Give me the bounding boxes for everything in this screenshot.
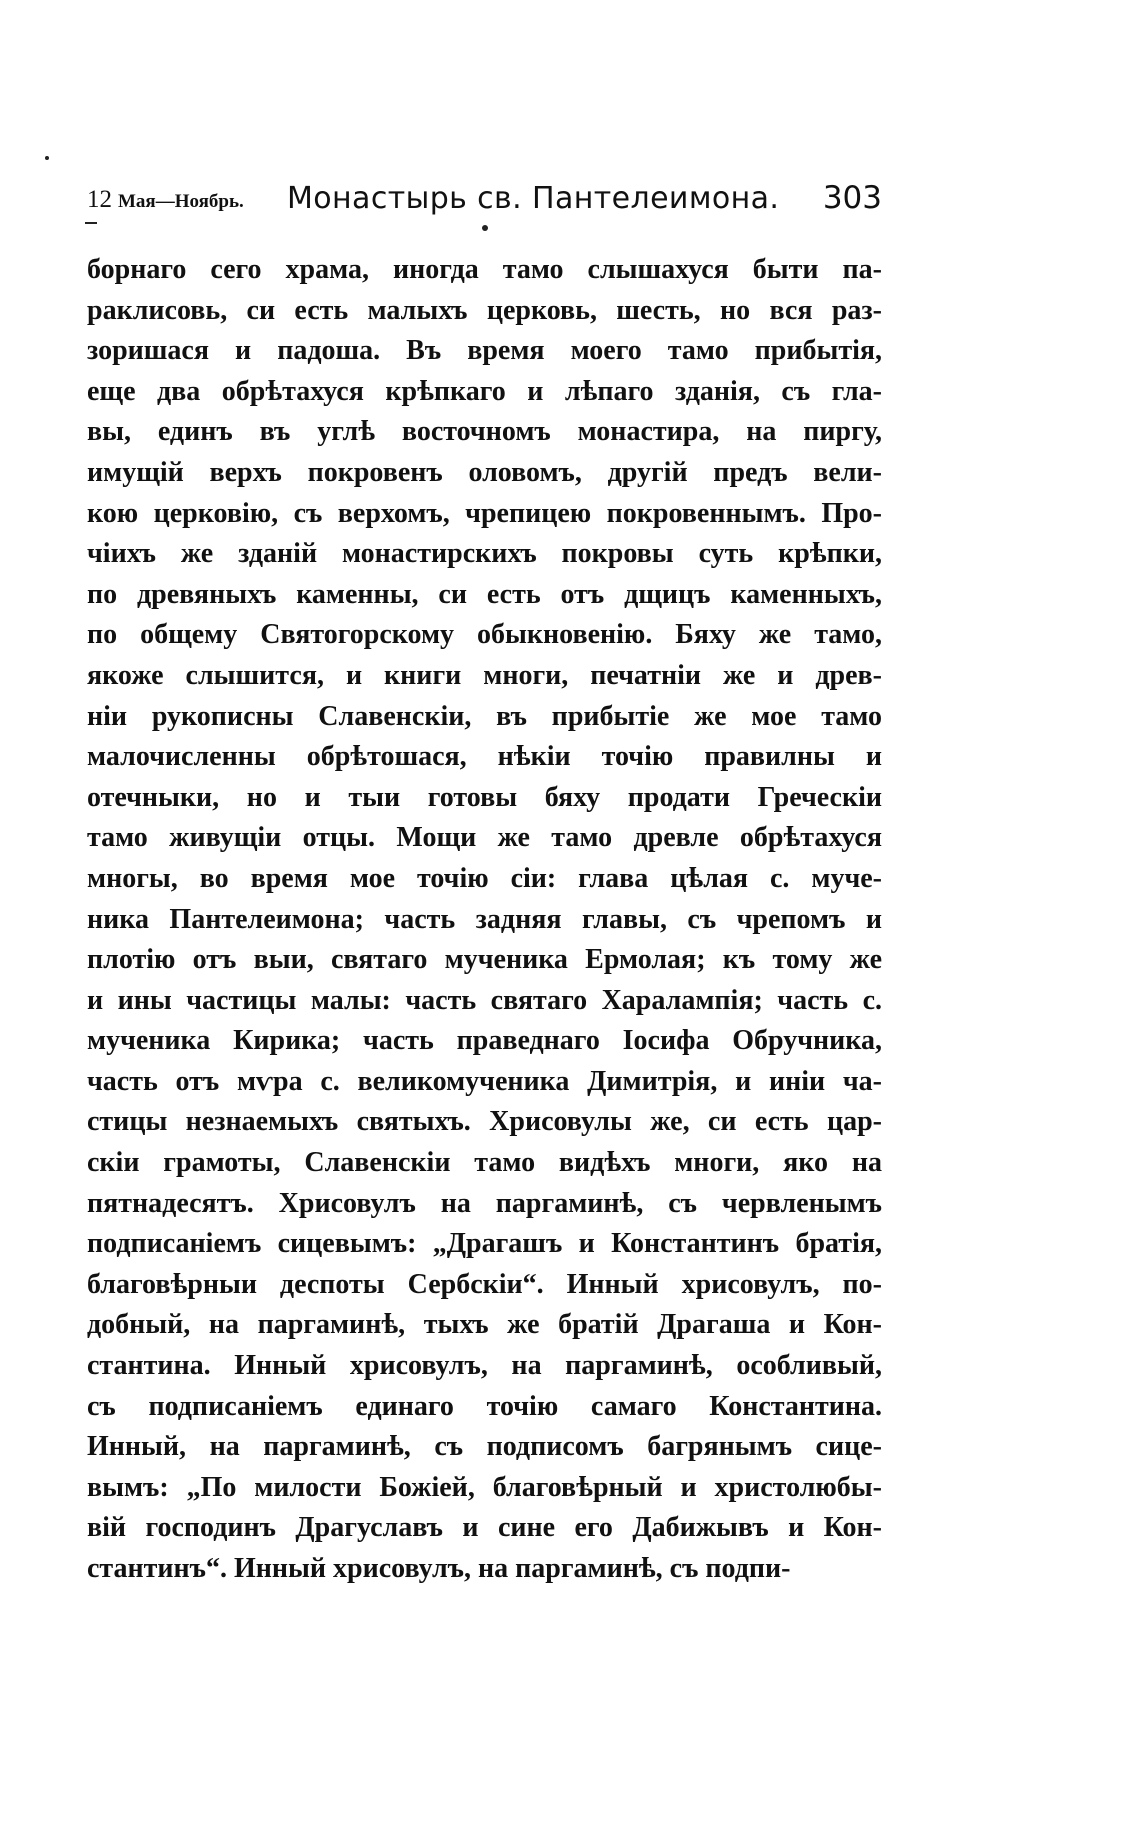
text-line: малочисленны обрѣтошася, нѣкіи точію правилны и bbox=[87, 741, 882, 773]
page-number: 303 bbox=[822, 180, 882, 216]
text-line: часть отъ мѵра с. великомученика Димитрія, и иніи ча- bbox=[87, 1065, 882, 1097]
text-line: борнаго сего храма, иногда тамо слышахуся быти па- bbox=[87, 254, 882, 285]
running-header bbox=[87, 170, 882, 220]
text-line: благовѣрныи деспоты Сербскіи“. Инный хрисовулъ, по- bbox=[87, 1268, 882, 1300]
text-line: чіихъ же зданій монастирскихъ покровы суть крѣпки, bbox=[87, 538, 882, 570]
text-line: вымъ: „По милости Божіей, благовѣрный и христолюбы- bbox=[87, 1471, 882, 1503]
text-line: подписаніемъ сицевымъ: „Драгашъ и Константинъ братія, bbox=[87, 1228, 882, 1260]
text-line: по общему Святогорскому обыкновенію. Бяху же тамо, bbox=[87, 619, 882, 651]
stray-dot-mark bbox=[45, 156, 49, 160]
text-line: отечныки, но и тыи готовы бяху продати Греческіи bbox=[87, 781, 882, 813]
text-line: вы, единъ въ углѣ восточномъ монастира, на пиргу, bbox=[87, 416, 882, 448]
text-line: стантина. Инный хрисовулъ, на паргаминѣ, особливый, bbox=[87, 1350, 882, 1382]
text-line: мученика Кирика; часть праведнаго Іосифа Обручника, bbox=[87, 1025, 882, 1057]
text-line: якоже слышится, и книги многи, печатніи же и древ- bbox=[87, 659, 882, 691]
header-month-range: Мая—Ноябрь. bbox=[118, 191, 244, 212]
text-line: ника Пантелеимона; часть задняя главы, съ чрепомъ и bbox=[87, 903, 882, 935]
text-line: еще два обрѣтахуся крѣпкаго и лѣпаго зданія, съ гла- bbox=[87, 375, 882, 407]
text-line: раклисовь, си есть малыхъ церковь, шесть, но вся раз- bbox=[87, 294, 882, 326]
body-text bbox=[87, 250, 882, 1590]
text-line: добный, на паргаминѣ, тыхъ же братій Драгаша и Кон- bbox=[87, 1309, 882, 1341]
text-line: многы, во время мое точію сіи: глава цѣлая с. муче- bbox=[87, 862, 882, 894]
text-line: скіи грамоты, Славенскіи тамо видѣхъ многи, яко на bbox=[87, 1147, 882, 1179]
header-date-range bbox=[87, 186, 244, 214]
text-line: ніи рукописны Славенскіи, въ прибытіе же мое тамо bbox=[87, 700, 882, 732]
text-line: зоришася и падоша. Въ время моего тамо прибытія, bbox=[87, 335, 882, 367]
text-line: имущій верхъ покровенъ оловомъ, другій предъ вели- bbox=[87, 456, 882, 488]
stray-dot-mark bbox=[482, 225, 488, 231]
text-line: по древяныхъ каменны, си есть отъ дщицъ каменныхъ, bbox=[87, 578, 882, 610]
text-line: пятнадесятъ. Хрисовулъ на паргаминѣ, съ червленымъ bbox=[87, 1187, 882, 1219]
text-line: тамо живущіи отцы. Мощи же тамо древле обрѣтахуся bbox=[87, 822, 882, 854]
stray-dash-mark bbox=[85, 222, 97, 224]
text-line: кою церковію, съ верхомъ, чрепицею покровеннымъ. Про- bbox=[87, 497, 882, 529]
header-title: Монастырь св. Пантелеимона. bbox=[287, 181, 780, 216]
text-line: вій господинъ Драгуславъ и сине его Дабижывъ и Кон- bbox=[87, 1512, 882, 1544]
text-line: Инный, на паргаминѣ, съ подписомъ багрянымъ сице- bbox=[87, 1431, 882, 1463]
text-line: стантинъ“. Инный хрисовулъ, на паргаминѣ, съ подпи- bbox=[87, 1553, 791, 1584]
header-left-number: 12 bbox=[87, 186, 112, 213]
text-line: съ подписаніемъ единаго точію самаго Константина. bbox=[87, 1390, 882, 1422]
text-line: стицы незнаемыхъ святыхъ. Хрисовулы же, си есть цар- bbox=[87, 1106, 882, 1138]
text-line: плотію отъ выи, святаго мученика Ермолая; къ тому же bbox=[87, 944, 882, 976]
text-line: и ины частицы малы: часть святаго Харалампія; часть с. bbox=[87, 984, 882, 1016]
